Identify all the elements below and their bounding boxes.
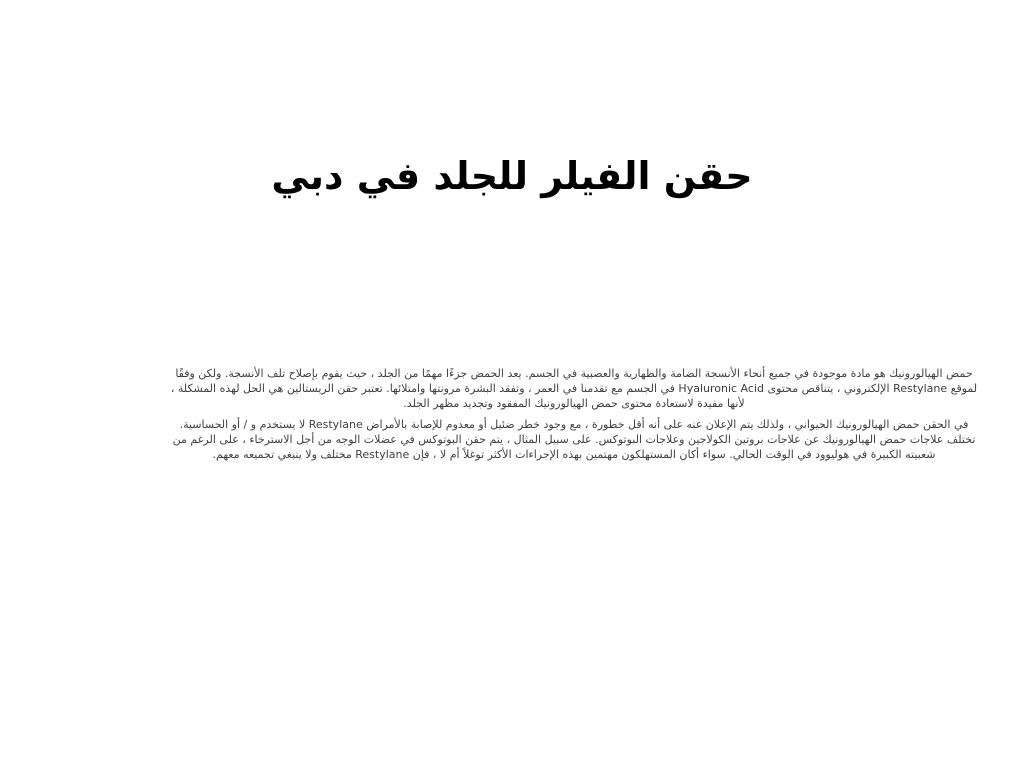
slide-body — [168, 366, 980, 468]
slide-title: حقن الفيلر للجلد في دبي — [271, 154, 753, 198]
body-paragraph-2: في الحقن حمض الهيالورونيك الحيواني ، ولذلك يتم الإعلان عنه على أنه أقل خطورة ، مع وجود خطر ضئيل أو معدوم للإصابة بالأمراض Restylane لا يستخدم و / أو الحساسية. تختلف علاجات حمض الهيالورونيك عن علاجات بروتين الكولاجين وعلاجات البوتوكس. على سبيل المثال ، يتم حقن البوتوكس في عضلات الوجه من أجل الاسترخاء ، على الرغم من شعبيته الكبيرة في هوليوود في الوقت الحالي. سواء أكان المستهلكون مهتمين بهذه الإجراءات الأكثر توغلاً أم لا ، فإن Restylane مختلف ولا ينبغي تجميعه معهم. — [172, 418, 976, 461]
body-paragraph-1: حمض الهيالورونيك هو مادة موجودة في جميع أنحاء الأنسجة الضامة والظهارية والعصبية في الجسم. يعد الحمض جزءًا مهمًا من الجلد ، حيث يقوم بإصلاح تلف الأنسجة. ولكن وفقًا لموقع Restylane الإلكتروني ، يتناقص محتوى Hyaluronic Acid في الجسم مع تقدمنا في العمر ، وتفقد البشرة مرونتها وامتلائها. تعتبر حقن الريستالين هي الحل لهذه المشكلة ، لأنها مفيدة لاستعادة محتوى حمض الهيالورونيك المفقود وتجديد مظهر الجلد. — [170, 367, 978, 410]
